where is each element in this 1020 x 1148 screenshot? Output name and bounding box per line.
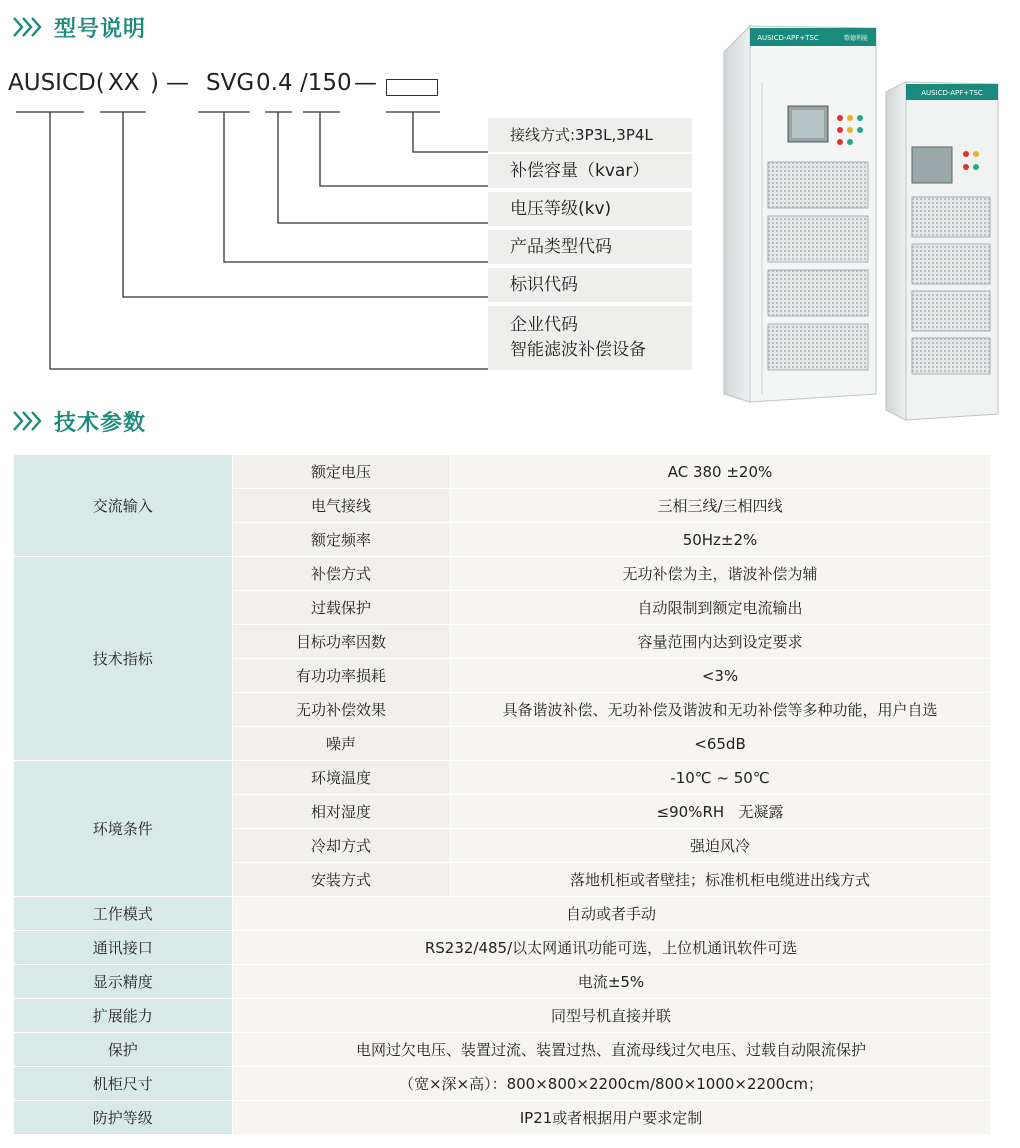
spec-value: -10℃ ~ 50℃: [450, 761, 990, 795]
spec-param: 额定电压: [232, 455, 450, 489]
table-row: [14, 455, 990, 489]
spec-value: 三相三线/三相四线: [450, 489, 990, 523]
spec-category: 环境条件: [14, 761, 232, 897]
spec-table: [14, 455, 991, 1135]
spec-value: IP21或者根据用户要求定制: [232, 1101, 990, 1135]
model-code-voltage: 0.4: [256, 70, 293, 96]
spec-category: 显示精度: [14, 965, 232, 999]
legend-company-text: 企业代码: [510, 315, 578, 335]
triple-chevron-icon: [12, 409, 46, 433]
spec-param: 冷却方式: [232, 829, 450, 863]
table-row: [14, 1067, 990, 1101]
legend-company: [488, 306, 692, 370]
spec-value: 同型号机直接并联: [232, 999, 990, 1033]
tech-section-heading: [12, 404, 146, 438]
spec-param: 电气接线: [232, 489, 450, 523]
spec-value: （宽×深×高）：800×800×2200cm/800×1000×2200cm；: [232, 1067, 990, 1101]
spec-value: 强迫风冷: [450, 829, 990, 863]
legend-wiring-text: 接线方式:3P3L,3P4L: [510, 125, 653, 144]
spec-param: 安装方式: [232, 863, 450, 897]
table-row: [14, 761, 990, 795]
spec-category: 技术指标: [14, 557, 232, 761]
model-code-close-paren: ): [150, 70, 159, 96]
table-row: [14, 999, 990, 1033]
spec-param: 额定频率: [232, 523, 450, 557]
spec-param: 环境温度: [232, 761, 450, 795]
spec-param: 目标功率因数: [232, 625, 450, 659]
spec-value: 容量范围内达到设定要求: [450, 625, 990, 659]
spec-param: 相对湿度: [232, 795, 450, 829]
spec-param: 有功功率损耗: [232, 659, 450, 693]
legend-product-type: [488, 230, 692, 264]
spec-value: 电流±5%: [232, 965, 990, 999]
legend-wiring: [488, 118, 692, 152]
cabinet-rear-label: AUSICD-APF+TSC: [921, 89, 983, 97]
legend-voltage-text: 电压等级(kv): [510, 198, 612, 219]
spec-value: 落地机柜或者壁挂；标准机柜电缆进出线方式: [450, 863, 990, 897]
legend-identifier-text: 标识代码: [510, 274, 578, 295]
cabinet-image: [716, 22, 1006, 422]
table-row: [14, 897, 990, 931]
spec-value: 具备谐波补偿、无功补偿及谐波和无功补偿等多种功能，用户自选: [450, 693, 990, 727]
spec-value: 50Hz±2%: [450, 523, 990, 557]
model-code-identifier: XX: [108, 70, 140, 96]
model-code-capacity: /150: [300, 70, 352, 96]
spec-param: 过载保护: [232, 591, 450, 625]
spec-value: 无功补偿为主，谐波补偿为辅: [450, 557, 990, 591]
spec-category: 工作模式: [14, 897, 232, 931]
spec-value: 自动或者手动: [232, 897, 990, 931]
cabinet-front: [724, 26, 876, 402]
table-row: [14, 1101, 990, 1135]
spec-value: ≤90%RH 无凝露: [450, 795, 990, 829]
spec-value: RS232/485/以太网通讯功能可选，上位机通讯软件可选: [232, 931, 990, 965]
table-row: [14, 965, 990, 999]
model-code-prefix: AUSICD(: [8, 70, 105, 96]
spec-value: 电网过欠电压、装置过流、装置过热、直流母线过欠电压、过载自动限流保护: [232, 1033, 990, 1067]
table-row: [14, 931, 990, 965]
spec-value: <65dB: [450, 727, 990, 761]
spec-category: 通讯接口: [14, 931, 232, 965]
model-heading-title: 型号说明: [54, 16, 147, 42]
spec-category: 防护等级: [14, 1101, 232, 1135]
cabinet-brand: 歌德利能: [843, 35, 869, 42]
legend-capacity-text: 补偿容量（kvar）: [510, 160, 650, 181]
spec-category: 交流输入: [14, 455, 232, 557]
spec-value: 自动限制到额定电流输出: [450, 591, 990, 625]
legend-device-text: 智能滤波补偿设备: [510, 340, 646, 360]
table-row: [14, 1033, 990, 1067]
legend-identifier: [488, 268, 692, 302]
model-code-dash: —: [354, 70, 377, 96]
legend-product-type-text: 产品类型代码: [510, 236, 612, 257]
spec-value: AC 380 ±20%: [450, 455, 990, 489]
model-code-type: SVG: [206, 70, 255, 96]
spec-category: 扩展能力: [14, 999, 232, 1033]
legend-voltage: [488, 192, 692, 226]
tech-heading-title: 技术参数: [54, 410, 147, 436]
spec-param: 补偿方式: [232, 557, 450, 591]
spec-param: 无功补偿效果: [232, 693, 450, 727]
cabinet-front-label: AUSICD-APF+TSC: [757, 34, 819, 42]
spec-value: <3%: [450, 659, 990, 693]
model-code-dash: —: [166, 70, 189, 96]
legend-capacity: [488, 154, 692, 188]
spec-category: 机柜尺寸: [14, 1067, 232, 1101]
spec-param: 噪声: [232, 727, 450, 761]
cabinet-rear: [886, 82, 998, 420]
table-row: [14, 557, 990, 591]
spec-category: 保护: [14, 1033, 232, 1067]
